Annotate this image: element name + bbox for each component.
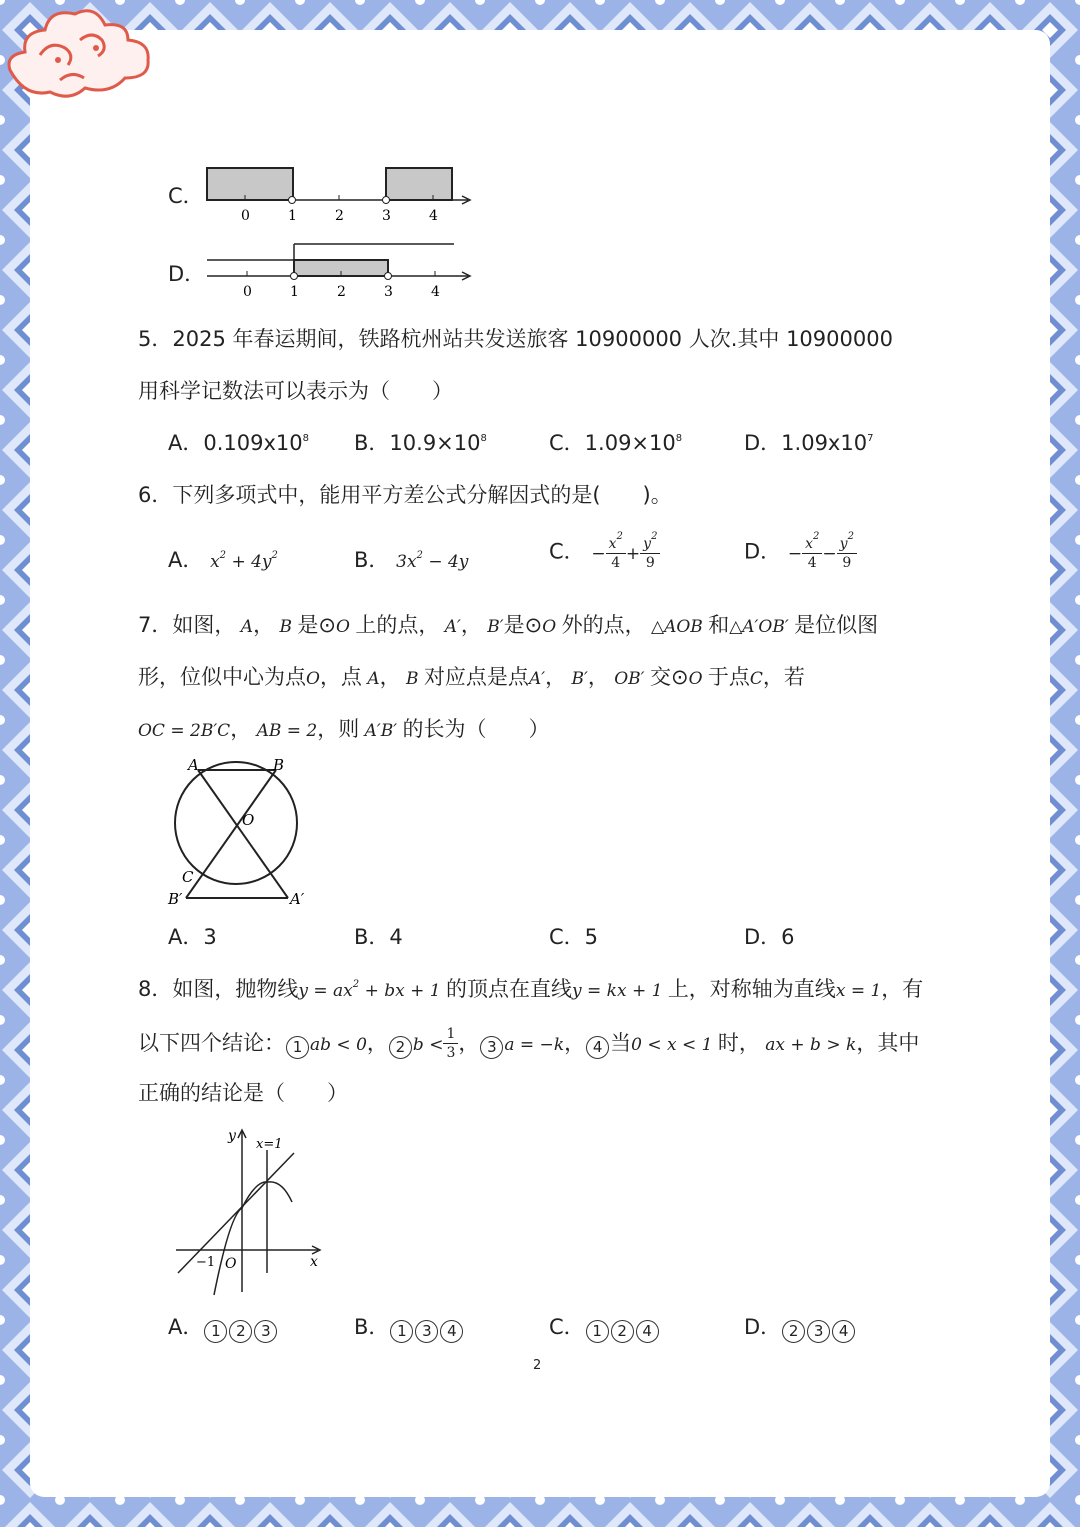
option-c-label: C． [168,184,204,208]
option-letter: C． [549,431,585,455]
point-label: B [273,756,285,774]
point-label: A [188,756,199,774]
q8-option-d: D． 2 3 4 [744,1313,856,1343]
q8-line-3: 正确的结论是（ ） [138,1081,348,1105]
number-line-c [200,160,480,230]
tick-label: 2 [335,208,344,224]
q5-option-b [354,429,487,457]
option-letter: A． [168,548,204,572]
q6-option-b [354,546,468,576]
option-exponent: 8 [480,433,487,444]
q7-option-d: D．6 [744,925,795,949]
math-expression: − $\frac{x^2}{4}$ − $\frac{y^2}{9}$ [788,544,857,564]
q5-option-c [549,429,682,457]
math-expression: $x^2 + 4y^2$ [210,550,278,572]
option-letter: C． [549,539,585,564]
q8-option-c: C． 1 2 4 [549,1313,660,1343]
option-letter: A． [168,1315,204,1339]
axis-label: y [228,1128,236,1144]
q8-option-b: B． 1 3 4 [354,1313,464,1343]
q6-option-a [168,546,278,576]
tick-label: 3 [382,208,391,224]
option-letter: B． [354,1315,390,1339]
q5-line-2: 用科学记数法可以表示为（ ） [138,379,453,403]
option-letter: B． [354,431,390,455]
tick-label: 3 [384,284,393,300]
option-letter: A． [168,431,204,455]
q8-option-a: A． 1 2 3 [168,1313,278,1343]
option-value: 10.9×10 [389,431,481,455]
q6-line-1: 6．下列多项式中，能用平方差公式分解因式的是( )。 [138,483,672,507]
option-letter: D． [744,431,782,455]
tick-label: 4 [429,208,438,224]
tick-label: 2 [337,284,346,300]
q7-line-2: 形，位似中心为点O，点 A， B 对应点是点A′， B′， OB′ 交⊙O 于点C，若 [138,665,805,689]
q7-option-b: B．4 [354,925,403,949]
option-value: 0.109x10 [203,431,303,455]
option-value: 1.09×10 [584,431,676,455]
point-label: B′ [168,890,183,908]
tick-label: 0 [243,284,252,300]
option-letter: B． [354,548,390,572]
point-label: A′ [290,890,305,908]
axis-label: −1 [196,1255,216,1270]
option-letter: C． [549,1315,585,1339]
q5-option-a [168,429,309,457]
option-exponent: 8 [302,433,310,444]
option-letter: D． [744,1315,782,1339]
option-d-label: D． [168,262,206,286]
option-value: 1.09x10 [781,431,868,455]
axis-label: O [225,1256,237,1272]
q8-line-2: 以下四个结论： 1 ab < 0， 2 b < $\frac{1}{3}$ ， 3 a = −k， 4 当0 < x < 1 时， ax + b > k，其中 [138,1026,920,1061]
q7-line-3: OC = 2B′C， AB = 2，则 A′B′ 的长为（ ） [138,717,550,741]
q7-line-1: 7．如图， A， B 是⊙O 上的点， A′， B′是⊙O 外的点， △AOB 和△A′OB′ 是位似图 [138,613,879,637]
q7-option-c: C．5 [549,925,599,949]
axis-label: x=1 [256,1137,283,1152]
q7-option-a: A．3 [168,925,217,949]
q5-option-d [744,429,873,457]
tick-label: 1 [288,208,297,224]
tick-label: 1 [290,284,299,300]
q6-option-c [549,531,660,571]
q5-line-1: 5．2025 年春运期间，铁路杭州站共发送旅客 10900000 人次.其中 10900000 [138,327,893,351]
point-label: C [182,868,194,886]
option-exponent: 8 [675,433,683,444]
q8-figure [170,1120,330,1300]
number-line-d [200,238,480,308]
q6-option-d [744,531,857,571]
axis-label: x [310,1254,318,1270]
option-exponent: 7 [867,433,874,444]
option-letter: D． [744,539,782,564]
point-label: O [242,811,255,829]
tick-label: 0 [241,208,250,224]
math-expression: − $\frac{x^2}{4}$ + $\frac{y^2}{9}$ [591,544,660,564]
math-expression: $3x^2 - 4y$ [396,550,469,572]
tick-label: 4 [431,284,440,300]
cloud-icon [0,0,160,110]
q7-figure [160,750,320,910]
q8-line-1: 8．如图，抛物线$y = ax^2$ + bx + 1 的顶点在直线y = kx + 1 上，对称轴为直线x = 1，有 [138,977,924,1001]
page-number: 2 [533,1358,542,1373]
